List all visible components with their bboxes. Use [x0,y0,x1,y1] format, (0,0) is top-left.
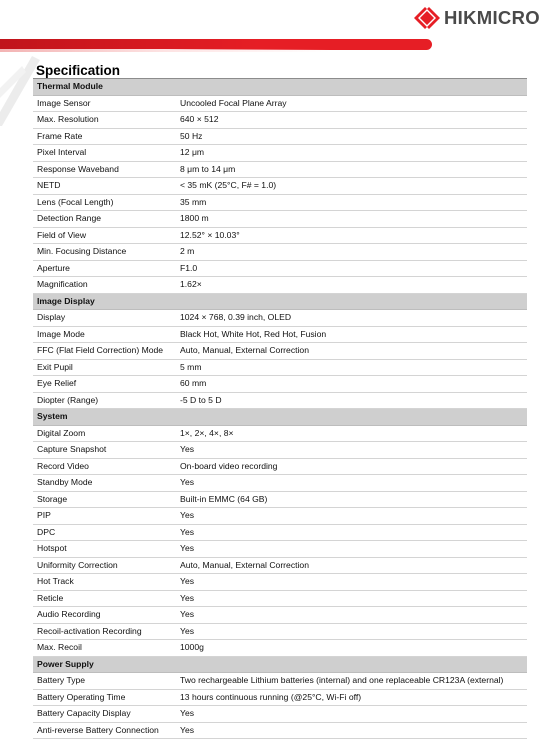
spec-label: Audio Recording [33,607,176,623]
spec-value: Yes [176,508,527,524]
spec-value: Yes [176,591,527,607]
spec-value: 12 μm [176,145,527,161]
spec-label: Uniformity Correction [33,558,176,574]
spec-label: Hot Track [33,574,176,590]
spec-value: Yes [176,541,527,557]
spec-label: Eye Relief [33,376,176,392]
spec-label: Detection Range [33,211,176,227]
spec-value: -5 D to 5 D [176,393,527,409]
spec-value: Yes [176,624,527,640]
spec-label: Frame Rate [33,129,176,145]
spec-label: Image Sensor [33,96,176,112]
hikmicro-logo-icon [414,7,440,29]
spec-value: 1×, 2×, 4×, 8× [176,426,527,442]
spec-value: 640 × 512 [176,112,527,128]
spec-value: 8 μm to 14 μm [176,162,527,178]
spec-value: < 35 mK (25°C, F# = 1.0) [176,178,527,194]
spec-label: Hotspot [33,541,176,557]
table-row [33,277,527,294]
spec-label: Reticle [33,591,176,607]
spec-value: Yes [176,706,527,722]
table-row [33,129,527,146]
spec-label: Digital Zoom [33,426,176,442]
spec-label: Anti-reverse Battery Connection [33,723,176,739]
spec-label: Max. Recoil [33,640,176,656]
table-row [33,525,527,542]
spec-label: Storage [33,492,176,508]
spec-value: Yes [176,475,527,491]
table-row [33,591,527,608]
spec-value: 2 m [176,244,527,260]
table-row [33,211,527,228]
spec-value: F1.0 [176,261,527,277]
table-row [33,442,527,459]
table-row [33,723,527,739]
spec-label: Battery Capacity Display [33,706,176,722]
spec-value: Uncooled Focal Plane Array [176,96,527,112]
brand-name: HIKMICRO [444,7,540,29]
spec-label: Diopter (Range) [33,393,176,409]
spec-label: NETD [33,178,176,194]
spec-label: Aperture [33,261,176,277]
spec-label: Record Video [33,459,176,475]
spec-value: 1024 × 768, 0.39 inch, OLED [176,310,527,326]
spec-label: DPC [33,525,176,541]
spec-label: Capture Snapshot [33,442,176,458]
spec-value: 12.52° × 10.03° [176,228,527,244]
spec-value: Yes [176,723,527,739]
spec-label: Magnification [33,277,176,293]
table-row [33,195,527,212]
table-row [33,475,527,492]
spec-value: Auto, Manual, External Correction [176,343,527,359]
spec-label: Standby Mode [33,475,176,491]
section-header: Thermal Module [33,79,527,96]
spec-label: PIP [33,508,176,524]
table-row [33,360,527,377]
table-row [33,574,527,591]
table-row [33,343,527,360]
spec-value: 1000g [176,640,527,656]
section-header: Power Supply [33,657,527,674]
table-row [33,145,527,162]
spec-label: Max. Resolution [33,112,176,128]
table-row [33,376,527,393]
spec-label: Recoil-activation Recording [33,624,176,640]
table-row [33,508,527,525]
spec-label: Response Waveband [33,162,176,178]
spec-value: On-board video recording [176,459,527,475]
spec-value: 60 mm [176,376,527,392]
table-row [33,673,527,690]
spec-label: Field of View [33,228,176,244]
spec-value: 1.62× [176,277,527,293]
header-accent-shadow [0,49,330,52]
table-row [33,640,527,657]
table-row [33,112,527,129]
spec-label: FFC (Flat Field Correction) Mode [33,343,176,359]
spec-value: 50 Hz [176,129,527,145]
spec-value: Two rechargeable Lithium batteries (internal) and one replaceable CR123A (external) [176,673,527,689]
table-row [33,706,527,723]
table-row [33,690,527,707]
table-row [33,492,527,509]
spec-value: 1800 m [176,211,527,227]
spec-label: Battery Type [33,673,176,689]
spec-value: 35 mm [176,195,527,211]
brand-logo [414,5,540,31]
table-row [33,558,527,575]
spec-value: 13 hours continuous running (@25°C, Wi-Fi off) [176,690,527,706]
table-row [33,261,527,278]
spec-value: 5 mm [176,360,527,376]
section-header: System [33,409,527,426]
specification-table [33,78,527,739]
section-header: Image Display [33,294,527,311]
spec-value: Yes [176,525,527,541]
spec-value: Black Hot, White Hot, Red Hot, Fusion [176,327,527,343]
spec-value: Yes [176,607,527,623]
table-row [33,426,527,443]
table-row [33,607,527,624]
table-row [33,327,527,344]
spec-label: Display [33,310,176,326]
spec-label: Pixel Interval [33,145,176,161]
table-row [33,459,527,476]
table-row [33,244,527,261]
table-row [33,624,527,641]
table-row [33,228,527,245]
table-row [33,393,527,410]
spec-value: Built-in EMMC (64 GB) [176,492,527,508]
table-row [33,178,527,195]
page-title: Specification [36,63,120,78]
spec-value: Yes [176,574,527,590]
spec-label: Min. Focusing Distance [33,244,176,260]
spec-label: Exit Pupil [33,360,176,376]
spec-label: Lens (Focal Length) [33,195,176,211]
spec-label: Image Mode [33,327,176,343]
table-row [33,162,527,179]
table-row [33,96,527,113]
table-row [33,310,527,327]
spec-value: Auto, Manual, External Correction [176,558,527,574]
table-row [33,541,527,558]
spec-label: Battery Operating Time [33,690,176,706]
spec-value: Yes [176,442,527,458]
